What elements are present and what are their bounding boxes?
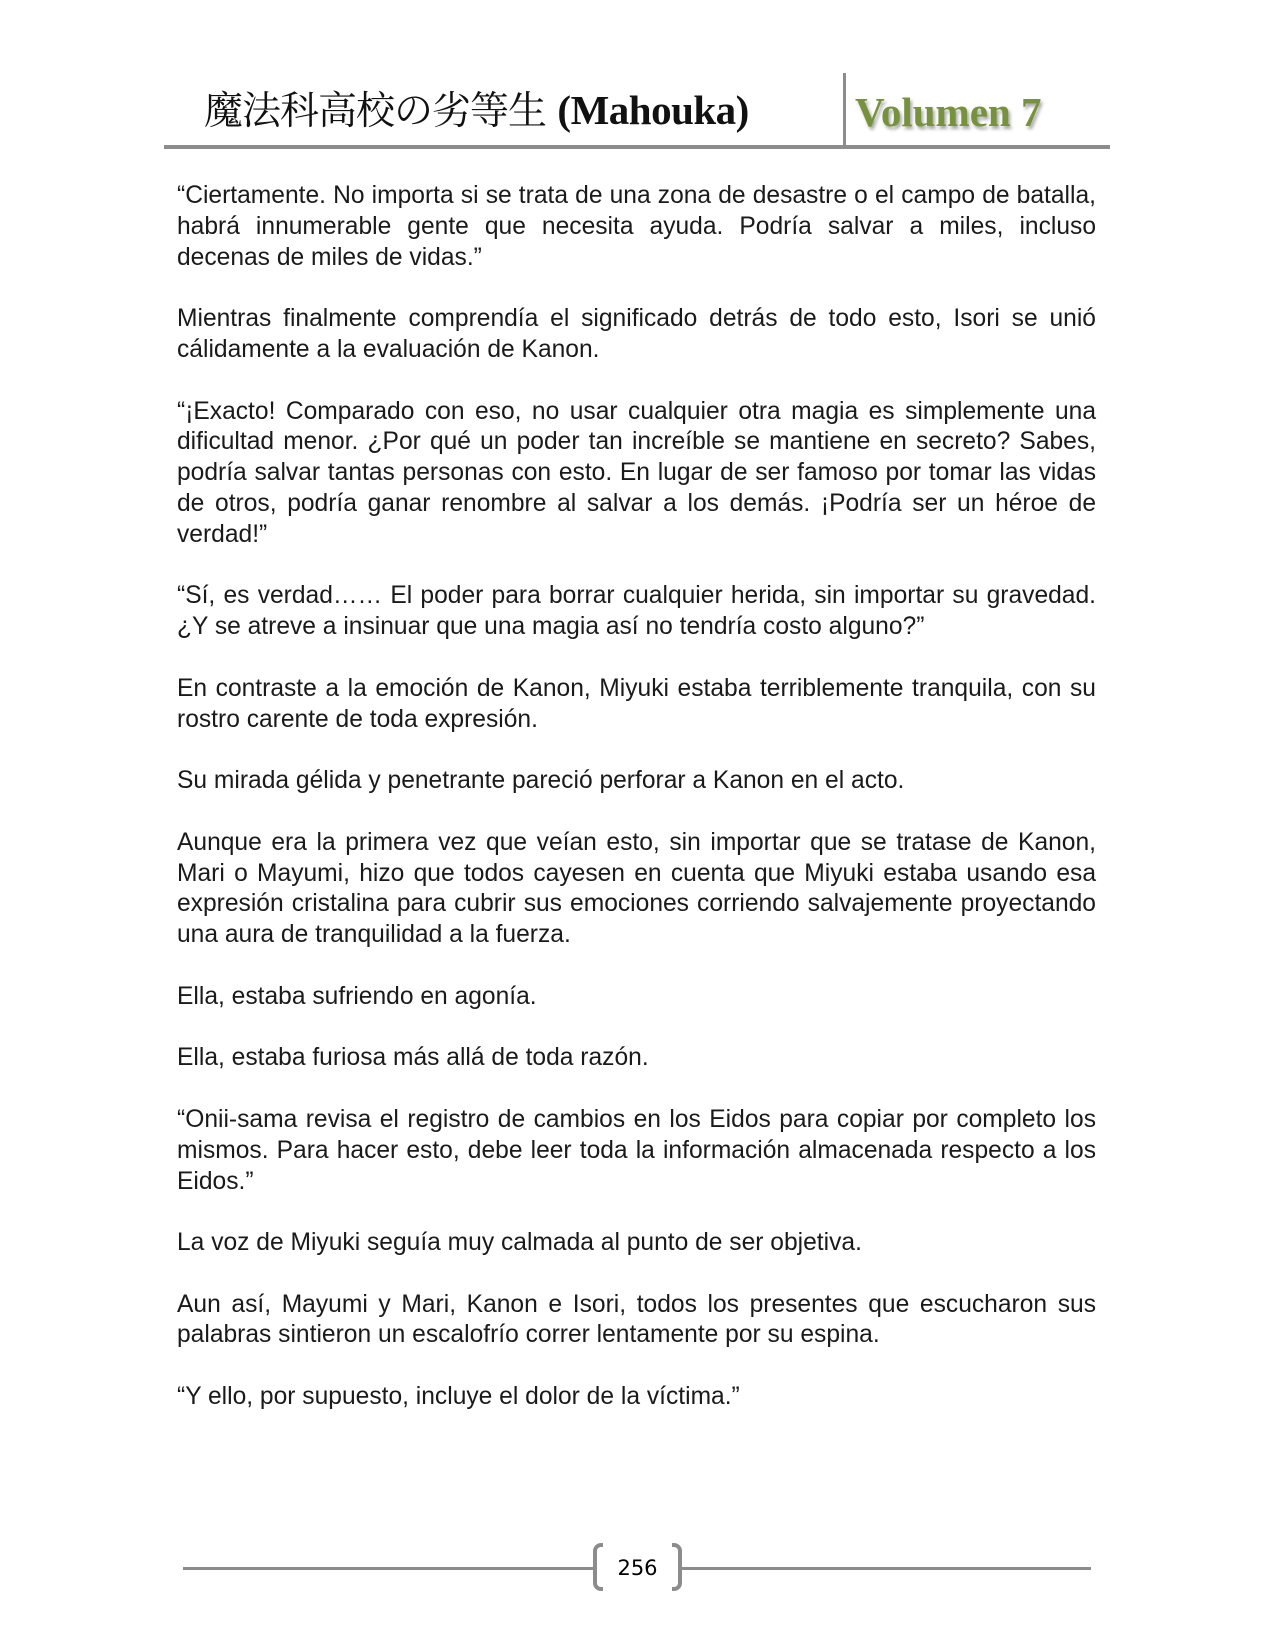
paragraph: Aunque era la primera vez que veían esto, sin importar que se tratase de Kanon, Mari o Mayumi, hizo que todos cayesen en cuenta que Miyuki estaba usando esa expresión cristalina para cubrir sus emociones corriendo salvajemente proyectando una aura de tranquilidad a la fuerza. [177,828,1096,949]
paragraph: “Onii-sama revisa el registro de cambios en los Eidos para copiar por completo los mismos. Para hacer esto, debe leer toda la información almacenada respecto a los Eidos.” [177,1105,1096,1195]
paragraph: Ella, estaba furiosa más allá de toda razón. [177,1044,649,1072]
paragraph: La voz de Miyuki seguía muy calmada al punto de ser objetiva. [177,1229,862,1257]
series-title [204,80,824,140]
paragraph: “¡Exacto! Comparado con eso, no usar cualquier otra magia es simplemente una dificultad menor. ¿Por qué un poder tan increíble se mantiene en secreto? Sabes, podría salvar tantas personas con esto. En lugar de ser famoso por tomar las vidas de otros, podría ganar renombre al salvar a los demás. ¡Podría ser un héroe de verdad!” [177,397,1096,548]
paragraph: Su mirada gélida y penetrante pareció perforar a Kanon en el acto. [177,767,905,795]
paragraph: Aun así, Mayumi y Mari, Kanon e Isori, todos los presentes que escucharon sus palabras sintieron un escalofrío correr lentamente por su espina. [177,1290,1096,1349]
paragraph: Ella, estaba sufriendo en agonía. [177,982,537,1010]
footer-rule-right [680,1567,1091,1570]
paragraph: En contraste a la emoción de Kanon, Miyuki estaba terriblemente tranquila, con su rostro carente de toda expresión. [177,674,1096,733]
page-number: 256 [617,1556,658,1580]
paragraph: “Y ello, por supuesto, incluye el dolor de la víctima.” [177,1383,740,1411]
footer-rule-left [183,1567,595,1570]
body-text [177,181,1096,1444]
header-divider [843,73,846,147]
page-header [164,70,1110,150]
volume-label: Volumen 7 [855,89,1042,135]
left-bracket-icon [593,1543,603,1591]
series-title-latin: (Mahouka) [557,87,749,133]
paragraph: “Ciertamente. No importa si se trata de una zona de desastre o el campo de batalla, habrá innumerable gente que necesita ayuda. Podría salvar a miles, incluso decenas de miles de vidas.” [177,182,1096,271]
paragraph: Mientras finalmente comprendía el significado detrás de todo esto, Isori se unió cálidamente a la evaluación de Kanon. [177,305,1096,363]
header-rule [164,145,1110,149]
series-title-japanese: 魔法科高校の劣等生 [204,89,547,134]
paragraph: “Sí, es verdad…… El poder para borrar cualquier herida, sin importar su gravedad. ¿Y se atreve a insinuar que una magia así no tendría costo alguno?” [177,582,1096,641]
page-footer [183,1535,1091,1601]
